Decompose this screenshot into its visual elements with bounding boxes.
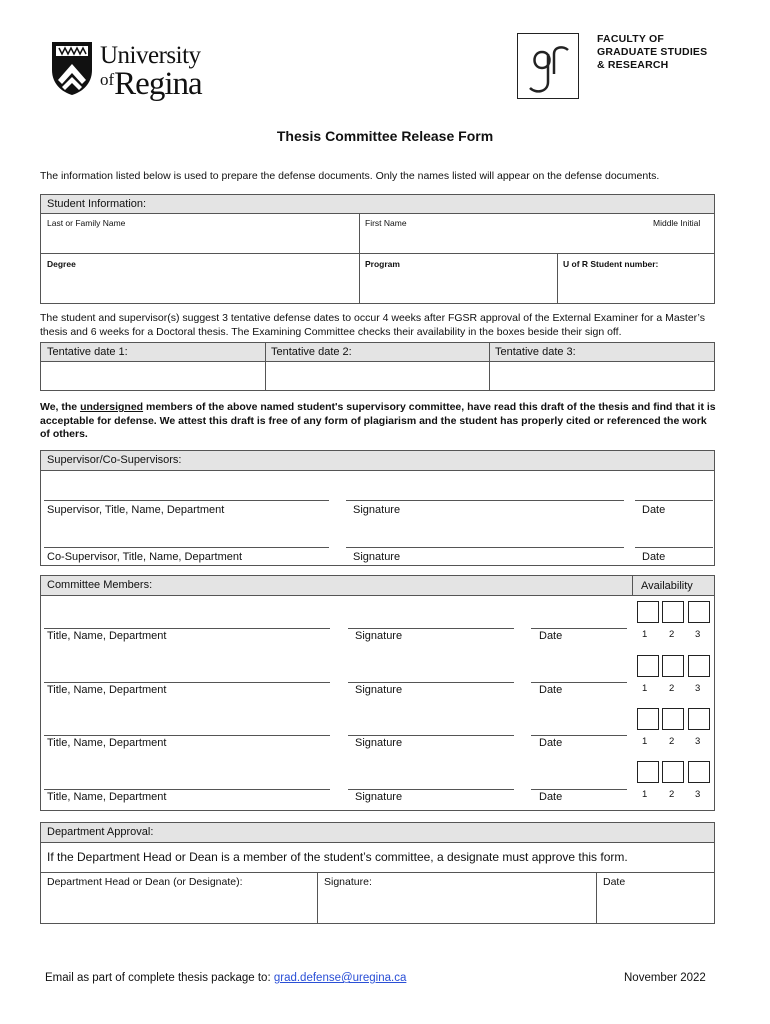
- member-3-line: [44, 735, 330, 736]
- attestation-underlined: undersigned: [80, 401, 144, 413]
- tentative-date-2-input[interactable]: [266, 363, 488, 389]
- member-1-signature-field[interactable]: Signature: [355, 630, 403, 642]
- cosupervisor-date-line: [635, 547, 713, 548]
- cosupervisor-line: [44, 547, 329, 548]
- availability-number: 1: [642, 789, 648, 800]
- member-1-availability-2-checkbox[interactable]: [662, 601, 684, 623]
- supervisors-section: [40, 450, 715, 566]
- member-3-name-field[interactable]: Title, Name, Department: [47, 737, 167, 749]
- cosupervisor-signature-field[interactable]: Signature: [353, 551, 401, 563]
- member-2-line: [44, 682, 330, 683]
- member-4-date-line: [531, 789, 627, 790]
- member-1-availability-1-checkbox[interactable]: [637, 601, 659, 623]
- availability-number: 1: [642, 683, 648, 694]
- department-approval-header: Department Approval:: [41, 823, 714, 843]
- degree-field[interactable]: Degree: [47, 259, 76, 269]
- member-4-date-field[interactable]: Date: [539, 791, 563, 803]
- fgsr-line-1: FACULTY OF: [597, 33, 664, 45]
- member-3-signature-line: [348, 735, 514, 736]
- dates-paragraph: The student and supervisor(s) suggest 3 tentative defense dates to occur 4 weeks after FGSR approval of the External Examiner for a Master’s thesis and 6 weeks for a Doctoral thesis. The Examining Committee checks their availability in the boxes beside their sign off.: [40, 312, 705, 338]
- supervisor-name-field[interactable]: Supervisor, Title, Name, Department: [47, 504, 225, 516]
- university-wordmark-line2: [100, 66, 202, 103]
- university-wordmark-regina: Regina: [114, 66, 202, 102]
- member-4-availability-3-checkbox[interactable]: [688, 761, 710, 783]
- university-of-regina-logo: [50, 40, 220, 100]
- university-shield-icon: [50, 40, 94, 96]
- member-4-availability-2-checkbox[interactable]: [662, 761, 684, 783]
- student-number-field[interactable]: U of R Student number:: [563, 259, 659, 269]
- availability-number: 1: [642, 629, 648, 640]
- student-information-section: [40, 194, 715, 304]
- member-1-date-line: [531, 628, 627, 629]
- member-4-line: [44, 789, 330, 790]
- member-3-date-field[interactable]: Date: [539, 737, 563, 749]
- member-4-signature-field[interactable]: Signature: [355, 791, 403, 803]
- member-3-availability-2-checkbox[interactable]: [662, 708, 684, 730]
- tentative-date-2-label: Tentative date 2:: [271, 346, 352, 358]
- divider: [359, 214, 360, 303]
- footer-revision-date: November 2022: [624, 972, 706, 984]
- member-2-availability-2-checkbox[interactable]: [662, 655, 684, 677]
- member-2-availability-3-checkbox[interactable]: [688, 655, 710, 677]
- tentative-date-3-label: Tentative date 3:: [495, 346, 576, 358]
- tentative-date-1-input[interactable]: [42, 363, 264, 389]
- availability-number: 3: [695, 789, 701, 800]
- footer-email-line: [45, 972, 406, 984]
- attestation-part2: members of the above named student's supervisory committee, have read this draft of the thesis and find that it is acceptable for defense. We attest this draft is free of any form of plagiarism and the student has properly cited or referenced the work of others.: [40, 401, 716, 440]
- supervisor-date-line: [635, 500, 713, 501]
- member-2-signature-field[interactable]: Signature: [355, 684, 403, 696]
- divider: [317, 872, 318, 923]
- supervisors-header: Supervisor/Co-Supervisors:: [41, 451, 714, 471]
- university-wordmark-of: of: [100, 70, 115, 89]
- member-2-date-field[interactable]: Date: [539, 684, 563, 696]
- member-3-availability-3-checkbox[interactable]: [688, 708, 710, 730]
- last-name-field[interactable]: Last or Family Name: [47, 218, 126, 228]
- availability-number: 2: [669, 789, 675, 800]
- member-4-name-field[interactable]: Title, Name, Department: [47, 791, 167, 803]
- department-approval-note: If the Department Head or Dean is a member of the student’s committee, a designate must approve this form.: [47, 850, 628, 864]
- availability-number: 3: [695, 629, 701, 640]
- department-signature-field[interactable]: Signature:: [324, 876, 372, 888]
- fgsr-line-2: GRADUATE STUDIES: [597, 46, 708, 58]
- member-1-line: [44, 628, 330, 629]
- supervisor-line: [44, 500, 329, 501]
- form-title: Thesis Committee Release Form: [276, 128, 494, 144]
- member-4-availability-1-checkbox[interactable]: [637, 761, 659, 783]
- attestation-statement: [40, 401, 716, 442]
- footer-email-prefix: Email as part of complete thesis package to:: [45, 972, 274, 984]
- divider: [41, 872, 714, 873]
- supervisor-signature-line: [346, 500, 624, 501]
- fgsr-logo: [517, 33, 579, 99]
- availability-number: 2: [669, 683, 675, 694]
- committee-header: Committee Members:: [41, 576, 714, 596]
- divider: [557, 253, 558, 303]
- availability-number: 3: [695, 683, 701, 694]
- form-intro: The information listed below is used to prepare the defense documents. Only the names listed will appear on the defense documents.: [40, 170, 660, 182]
- availability-number: 2: [669, 736, 675, 747]
- department-head-field[interactable]: Department Head or Dean (or Designate):: [47, 876, 243, 888]
- grad-defense-email-link[interactable]: grad.defense@uregina.ca: [273, 972, 407, 984]
- cosupervisor-date-field[interactable]: Date: [642, 551, 666, 563]
- cosupervisor-name-field[interactable]: Co-Supervisor, Title, Name, Department: [47, 551, 243, 563]
- fgsr-wordmark: [597, 33, 707, 72]
- attestation-part1: We, the: [40, 401, 81, 413]
- divider: [41, 253, 714, 254]
- student-information-header: Student Information:: [41, 195, 714, 214]
- divider: [596, 872, 597, 923]
- tentative-dates-section: [40, 342, 715, 391]
- member-2-name-field[interactable]: Title, Name, Department: [47, 684, 167, 696]
- tentative-date-1-label: Tentative date 1:: [47, 346, 128, 358]
- member-3-date-line: [531, 735, 627, 736]
- divider: [632, 576, 633, 596]
- program-field[interactable]: Program: [365, 259, 400, 269]
- tentative-date-3-input[interactable]: [490, 363, 714, 389]
- member-3-availability-1-checkbox[interactable]: [637, 708, 659, 730]
- member-1-availability-3-checkbox[interactable]: [688, 601, 710, 623]
- department-date-field[interactable]: Date: [603, 876, 626, 888]
- member-2-signature-line: [348, 682, 514, 683]
- university-wordmark-line1: University: [100, 42, 201, 69]
- member-2-date-line: [531, 682, 627, 683]
- availability-number: 1: [642, 736, 648, 747]
- fgsr-line-3: & RESEARCH: [597, 59, 669, 71]
- fgsr-monogram-icon: [518, 34, 578, 98]
- member-1-date-field[interactable]: Date: [539, 630, 563, 642]
- availability-number: 2: [669, 629, 675, 640]
- supervisor-date-field[interactable]: Date: [642, 504, 666, 516]
- committee-section: [40, 575, 715, 811]
- member-2-availability-1-checkbox[interactable]: [637, 655, 659, 677]
- department-approval-section: [40, 822, 715, 924]
- supervisor-signature-field[interactable]: Signature: [353, 504, 401, 516]
- member-4-signature-line: [348, 789, 514, 790]
- cosupervisor-signature-line: [346, 547, 624, 548]
- member-3-signature-field[interactable]: Signature: [355, 737, 403, 749]
- middle-initial-field[interactable]: Middle Initial: [653, 218, 701, 228]
- member-1-name-field[interactable]: Title, Name, Department: [47, 630, 167, 642]
- availability-label: Availability: [641, 580, 693, 592]
- first-name-field[interactable]: First Name: [365, 218, 407, 228]
- availability-number: 3: [695, 736, 701, 747]
- member-1-signature-line: [348, 628, 514, 629]
- tentative-dates-header: [41, 343, 714, 362]
